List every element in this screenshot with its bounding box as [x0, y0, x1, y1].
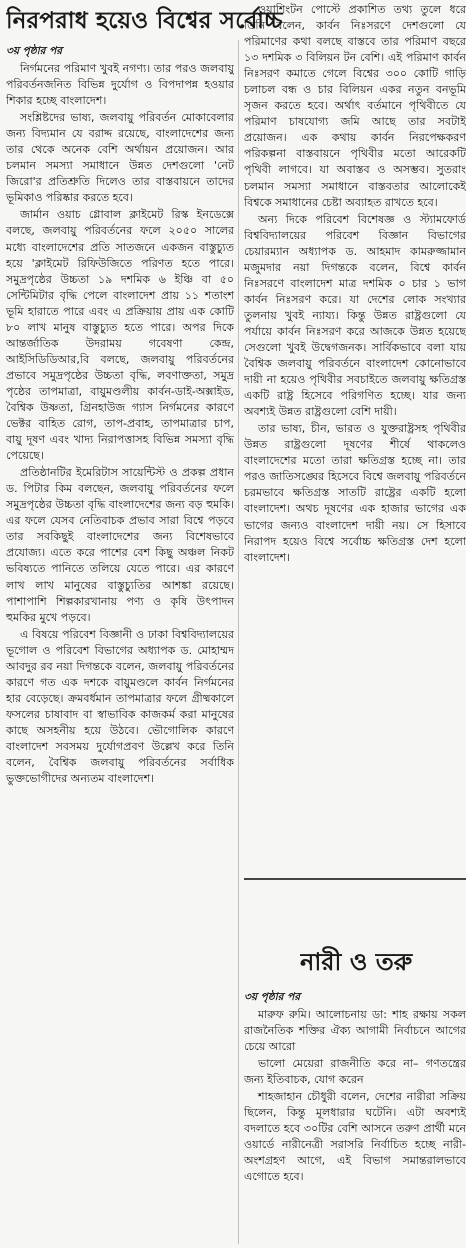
article-paragraph: প্রতিষ্ঠানটির ইমেরিটাস সায়েন্টিস্ট ও প্রকল্প প্রধান ড. পিটার কিম বলছেন, জলবায়ু পরিবর্তনের ফলে সমুদ্রপৃষ্ঠের উচ্চতা বৃদ্ধি বাংলাদেশের জন্য বড় হুমকি। এর ফলে যেসব নেতিবাচক প্রভাব সারা বিশ্বে পড়বে তার সবকিছুই বাংলাদেশের জন্য বিশেষভাবে প্রযোজ্য। এতে করে পাশের বেশ কিছু অঞ্চল নিকট ভবিষ্যতে পানিতে তলিয়ে যেতে পারে। এর কারণে লাখ লাখ মানুষের বাস্তুচ্যুতির আশঙ্কা রয়েছে। পাশাপাশি শিল্পকারখানায় পণ্য ও কৃষি উৎপাদন হুমকির মুখে পড়বে। — [6, 466, 234, 624]
article-paragraph: এ বিষয়ে পরিবেশ বিজ্ঞানী ও ঢাকা বিশ্ববিদ্যালয়ের ভূগোল ও পরিবেশ বিভাগের অধ্যাপক ড. মোহাম্মদ আবদুর রব নয়া দিগন্তকে বলেন, জলবায়ু পরিবর্তনের কারণে গত এক দশকে বায়ুমণ্ডলে কার্বন নির্গমনের হার বেড়েছে। ক্রমবর্ধমান তাপমাত্রার ফলে গ্রীষ্মকালে ফসলের চাষাবাদ বা স্বাভাবিক কাজকর্ম করা মানুষের কাছে অসহনীয় হয়ে উঠবে। ভৌগোলিক কারণে বাংলাদেশ সবসময় দুর্যোগপ্রবণ উল্লেখ করে তিনি বলেন, বৈশ্বিক জলবায়ু পরিবর্তনের সর্বাধিক ভুক্তভোগীদের অন্যতম বাংলাদেশ। — [6, 627, 234, 786]
second-article-headline: নারী ও তরু — [300, 948, 413, 976]
column-divider — [238, 40, 239, 1244]
article-paragraph: নির্গমনের পরিমাণ খুবই নগণ্য। তার পরও জলবায়ু পরিবর্তনজনিত বিভিন্ন দুর্যোগ ও বিপদাপন্ন হওয়ার শিকার হচ্ছে বাংলাদেশ। — [6, 62, 234, 108]
article-paragraph: তার ভাষ্য, চীন, ভারত ও যুক্তরাষ্ট্রসহ পৃথিবীর উন্নত রাষ্ট্রগুলো দূষণের শীর্ষে থাকলেও বাংলাদেশের মতো তারা ক্ষতিগ্রস্ত হচ্ছে না। তার পরও জাতিসঙ্ঘের হিসেবে বিশ্বে জলবায়ু পরিবর্তনে চরমভাবে ক্ষতিগ্রস্ত সাতটি রাষ্ট্রের একটি হলো বাংলাদেশ। অথচ দূষণের এক হাজার ভাগের এক ভাগের জন্যও বাংলাদেশ দায়ী নয়। সে হিসাবে নিরাপদ হয়েও বিশ্বে সর্বোচ্চ ক্ষতিগ্রস্ত দেশ হলো বাংলাদেশ। — [244, 422, 466, 564]
article-paragraph: ভালো মেয়েরা রাজনীতি করে না– গণতন্ত্রের জন্য ইতিবাচক, যোগ করেন — [244, 1057, 466, 1086]
continued-from-label: ৩য় পৃষ্ঠার পর — [6, 45, 63, 57]
article-left-column — [6, 44, 234, 1244]
second-article-column — [244, 990, 466, 1246]
article-paragraph: অন্য দিকে পরিবেশ বিশেষজ্ঞ ও স্ট্যামফোর্ড বিশ্ববিদ্যালয়ের পরিবেশ বিজ্ঞান বিভাগের চেয়ারম্যান অধ্যাপক ড. আহমাদ কামরুজ্জামান মজুমদার নয়া দিগন্তকে বলেন, বিশ্বে কার্বন নিঃসরণে বাংলাদেশ মাত্র দশমিক ০ চার ১ ভাগ কার্বন নিঃসরণ করে। যা দেশের লোক সংখ্যার তুলনায় খুবই ন্যায্য। কিন্তু উন্নত রাষ্ট্রগুলো যে পর্যায়ে কার্বন নিঃসরণ করে আজকে উন্নত হয়েছে সেগুলো খুবই উদ্বেগজনক। সার্বিকভাবে বলা যায় বৈশ্বিক জলবায়ু পরিবর্তনে বাংলাদেশ কোনোভাবে দায়ী না হয়েও পৃথিবীর সবচাইতে জলবায়ু ক্ষতিগ্রস্ত একটি রাষ্ট্র হিসেবে পরিগণিত হচ্ছে। যার জন্য অবশ্যই উন্নত রাষ্ট্রগুলো বেশি দায়ী। — [244, 212, 466, 419]
continued-from-label: ৩য় পৃষ্ঠার পর — [244, 991, 301, 1003]
article-paragraph: শাহজাহান চৌধুরী বলেন, দেশের নারীরা সক্রিয় ছিলেন, কিন্তু মূলধারার ঘটেনি। এটা অবশ্যই বদলাতে হবে ৩০টির বেশি আসনে তরুণ প্রার্থী মনে ওয়ার্ডে নারীনেত্রী সরাসরি নির্বাচিত হচ্ছে নারী-অংশগ্রহণ আগে, এই বিভাগ সমান্তরালভাবে এগোতে হবে। — [244, 1090, 466, 1183]
article-paragraph: জার্মান ওয়াচ গ্লোবাল ক্লাইমেট রিস্ক ইনডেক্সে বলছে, জলবায়ু পরিবর্তনের ফলে ২০৫০ সালের মধ্যে বাংলাদেশের প্রতি সাতজনে একজন বাস্তুচ্যুত হয়ে 'ক্লাইমেট রিফিউজিতে পরিণত হতে পারে। সমুদ্রপৃষ্ঠের উচ্চতা ১৯ দশমিক ৬ ইঞ্চি বা ৫০ সেন্টিমিটার বৃদ্ধি পেলে বাংলাদেশ প্রায় ১১ শতাংশ ভূমি হারাতে পারে এবং এ প্রক্রিয়ায় প্রায় এক কোটি ৮০ লাখ মানুষ বাস্তুচ্যুত হতে পারে। অপর দিকে আন্তর্জাতিক উদরাময় গবেষণা কেন্দ্র, আইসিডিডিআর,বি বলছে, জলবায়ু পরিবর্তনের প্রভাবে সমুদ্রপৃষ্ঠের উচ্চতা বৃদ্ধি, লবণাক্ততা, সমুদ্র পৃষ্ঠের তাপমাত্রা, বায়ুমণ্ডলীয় কার্বন-ডাই-অক্সাইড, বৈশ্বিক উষ্ণতা, গ্রিনহাউজ গ্যাস নির্গমনের কারণে ভেক্টর বাহিত রোগ, তাপ-প্রবাহ, তাপমাত্রার চাপ, বায়ু দূষণ এবং খাদ্য নিরাপত্তাসহ বিভিন্ন সমস্যা বৃদ্ধি পেয়েছে। — [6, 208, 234, 463]
article-right-column — [244, 2, 466, 872]
article-paragraph: সংশ্লিষ্টদের ভাষ্য, জলবায়ু পরিবর্তন মোকাবেলার জন্য বিদ্যমান যে বরাদ্দ রয়েছে, বাংলাদেশের জন্য তার থেকে অনেক বেশি অর্থায়ন প্রয়োজন। আর চলমান সমস্যা সমাধানে উন্নত দেশগুলো 'নেট জিরো'র প্রতিশ্রুতি দিলেও তার বাস্তবায়নে তাদের ভূমিকাও পরিষ্কার করতে হবে। — [6, 111, 234, 205]
article-paragraph: মারুফ রুমি। আলোচনায় ডা: শাহ রক্ষায় সকল রাজনৈতিক শক্তির ঐক্য আগামী নির্বাচনে আগের চেয়ে আরো — [244, 1008, 466, 1053]
section-rule — [244, 878, 466, 880]
article-headline: নিরপরাধ হয়েও বিশ্বের সর্বোচ্চ — [6, 7, 283, 34]
article-paragraph: ওয়াশিংটন পোস্টে প্রকাশিত তথ্য তুলে ধরে তিনি বলেন, কার্বন নিঃসরণে দেশগুলো যে পরিমাণের কথা বলছে বাস্তবে তার পরিমাণ বছরে ১৩ দশমিক ৩ বিলিয়ন টন বেশি। এই পরিমাণ কার্বন নিঃসরণ কমাতে গেলে বিশ্বের ৩০০ কোটি গাড়ি চলাচল বন্ধ ও চার বিলিয়ন একর নতুন বনভূমি সৃজন করতে হবে। অর্থাৎ বর্তমানে পৃথিবীতে যে পরিমাণ চাষযোগ্য জমি আছে তার সবটাই প্রয়োজন। এক কথায় কার্বন নিরপেক্ষকরণ পরিকল্পনা বাস্তবায়নে পৃথিবীর মতো আরেকটি পৃথিবী লাগবে। যা অবাস্তব ও অসম্ভব। সুতরাং চলমান সমস্যা সমাধানে বাস্তবতার আলোকেই বিশ্বকে সমাধানের চেষ্টা অব্যাহত রাখতে হবে। — [244, 3, 466, 209]
